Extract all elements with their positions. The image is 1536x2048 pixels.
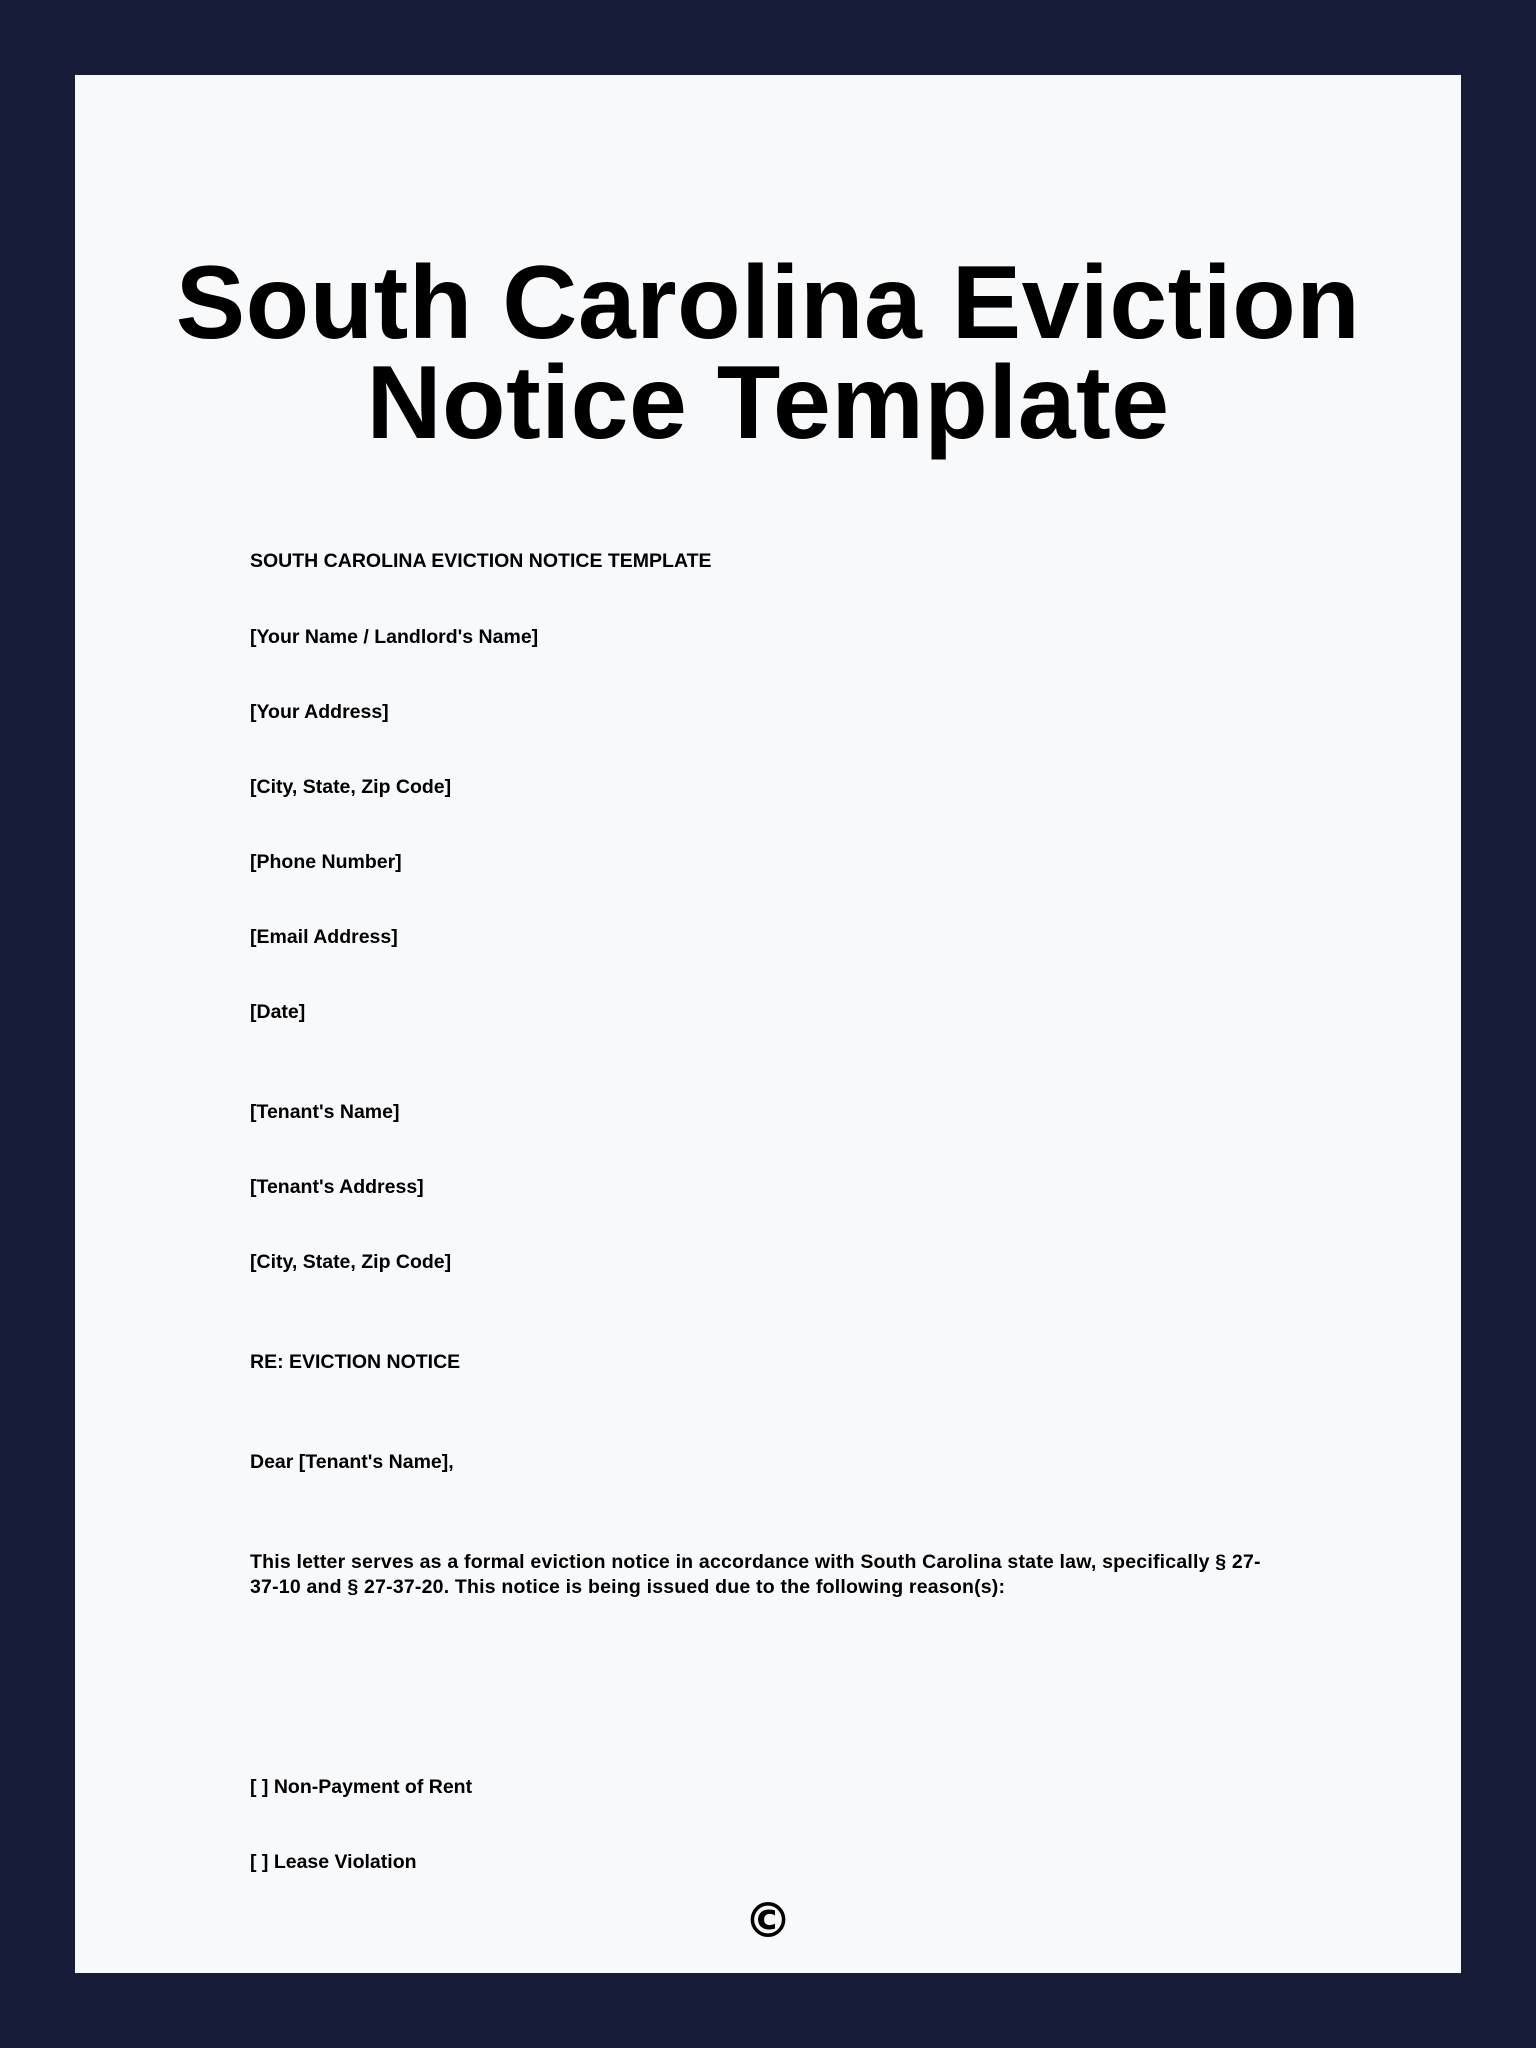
tenant-address: [Tenant's Address]: [250, 1176, 424, 1198]
reason-checkbox-item: [ ] Non-Payment of Rent: [250, 1776, 473, 1798]
landlord-city-state-zip: [City, State, Zip Code]: [250, 776, 452, 798]
tenant-name: [Tenant's Name]: [250, 1101, 400, 1123]
landlord-address: [Your Address]: [250, 701, 389, 723]
reason-checkbox-item: [ ] Lease Violation: [250, 1851, 417, 1873]
document-title: [75, 245, 1461, 461]
landlord-email: [Email Address]: [250, 926, 398, 948]
notice-body-paragraph: This letter serves as a formal eviction notice in accordance with South Carolina state law, specifically § 27-37-10 and § 27-37-20. This notice is being issued due to the following reason(s):: [250, 1551, 1261, 1598]
tenant-city-state-zip: [City, State, Zip Code]: [250, 1251, 452, 1273]
subject-line: RE: EVICTION NOTICE: [250, 1351, 461, 1373]
salutation: Dear [Tenant's Name],: [250, 1451, 454, 1473]
copyright-icon: ©: [744, 1893, 792, 1949]
landlord-phone: [Phone Number]: [250, 851, 402, 873]
landlord-name: [Your Name / Landlord's Name]: [250, 626, 539, 648]
document-heading: SOUTH CAROLINA EVICTION NOTICE TEMPLATE: [250, 550, 712, 572]
title-line-2: Notice Template: [366, 345, 1170, 461]
title-line-1: South Carolina Eviction: [175, 245, 1361, 361]
notice-date: [Date]: [250, 1001, 306, 1023]
document-page: [75, 75, 1461, 1973]
